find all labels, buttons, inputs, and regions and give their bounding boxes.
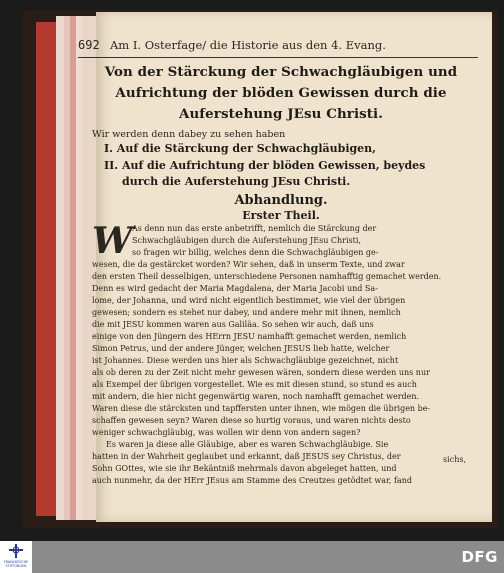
body-line: gewesen; sondern es stehet nur dabey, und andere mehr mit ihnen, nemlich [92, 308, 401, 318]
body-line: Schwachgläubigen durch die Auferstehung JEsu Christi, [132, 236, 361, 246]
body-line: ist Johannes. Diese werden uns hier als Schwachgläubige gezeichnet, nicht [92, 356, 399, 366]
section-subheading: Erster Theil. [242, 209, 320, 222]
franckesche-stiftungen-logo-icon [9, 544, 23, 558]
body-line: As denn nun das erste anbetrifft, nemlich die Stärckung der [132, 224, 377, 233]
body-line: hatten in der Wahrheit geglaubet und erkannt, daß JESUS sey Christus, der [92, 452, 401, 462]
title-line: Von der Stärckung der Schwachgläubigen und [104, 64, 458, 80]
running-head: Am I. Osterfage/ die Historie aus den 4. Evang. [110, 38, 386, 52]
body-line: die mit JESU kommen waren aus Galiläa. So sehen wir auch, daß uns [92, 320, 374, 330]
point-one: I. Auf die Stärckung der Schwachgläubigen, [104, 142, 377, 155]
page-header [78, 38, 478, 54]
point-two: II. Auf die Aufrichtung der blöden Gewissen, beydes [104, 159, 426, 172]
body-line: Simon Petrus, und der andere Jünger, welchen JESUS lieb hatte, welcher [92, 344, 390, 354]
page-edge [56, 16, 64, 520]
body-line: schaffen gewesen seyn? Waren diese so hurtig voraus, und waren nichts desto [92, 416, 411, 426]
body-line: einige von den Jüngern des HErrn JESU namhafft gemachet werden, nemlich [92, 332, 407, 342]
header-rule [78, 57, 478, 58]
library-logo-text: FRANCKESCHE STIFTUNGEN [3, 560, 29, 568]
body-line: wesen, die da gestärcket worden? Wir sehen, daß in unserm Texte, und zwar [92, 260, 405, 270]
body-line: lome, der Johanna, und wird nicht eigentlich bestimmet, wie viel der übrigen [92, 296, 406, 306]
body-line: mit andern, die hier nicht gegenwärtig waren, noch namhafft gemachet werden. [92, 392, 420, 402]
body-line: Denn es wird gedacht der Maria Magdalena, der Maria Jacobi und Sa- [92, 284, 378, 294]
title-line: Auferstehung JEsu Christi. [178, 106, 384, 122]
body-line: als ob deren zu der Zeit nicht mehr gewesen wären, sondern diese werden uns nur [92, 368, 430, 378]
library-logo[interactable] [0, 541, 32, 573]
footer-bar [0, 541, 504, 573]
body-line: Waren diese die stärcksten und tapffersten unter ihnen, wie mögen die übrigen be- [92, 404, 431, 414]
body-line: Sohn GOttes, wie sie ihr Bekäntniß mehrmals davon abgeleget hatten, und [92, 464, 397, 474]
section-heading: Abhandlung. [234, 193, 328, 208]
point-two-continued: durch die Auferstehung JEsu Christi. [122, 175, 351, 188]
catchword: sichs, [443, 455, 466, 464]
body-line: so fragen wir billig, welches denn die Schwachgläubigen ge- [132, 248, 379, 258]
intro-text: Wir werden denn dabey zu sehen haben [92, 129, 286, 140]
body-line: weniger schwachgläubig, was wollen wir denn von andern sagen? [92, 428, 361, 438]
page-number: 692 [78, 38, 100, 52]
cover-edge-red [36, 22, 56, 516]
body-line: Es waren ja diese alle Gläubige, aber es waren Schwachgläubige. Sie [106, 440, 389, 450]
dfg-logo[interactable]: DFG [461, 548, 498, 566]
drop-cap: W [92, 220, 133, 262]
body-line: den ersten Theil desselbigen, unterschiedene Personen namhafftig gemachet werden. [92, 272, 442, 282]
body-text [92, 220, 471, 487]
body-line: als Exempel der übrigen vorgestellet. Wie es mit diesen stund, so stund es auch [92, 380, 417, 390]
body-line: auch nunmehr, da der HErr JEsus am Stamme des Creutzes getödtet war, fand [92, 476, 413, 486]
title-line: Aufrichtung der blöden Gewissen durch die [115, 85, 447, 101]
